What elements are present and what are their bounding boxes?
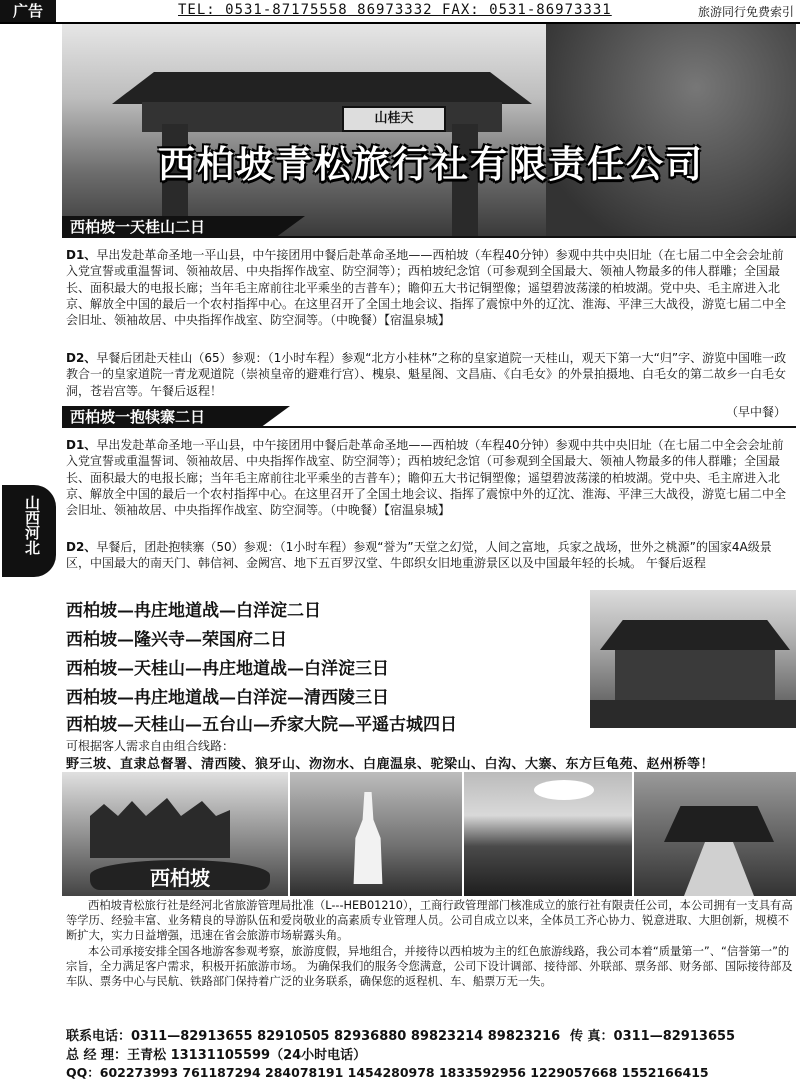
qq-line <box>66 1063 709 1081</box>
gate-roof <box>112 64 532 104</box>
day-text: 早餐后，团赴抱犊寨（50）参观：（1小时车程）参观“誉为”天堂之幻觉，人间之富地，兵家之战场，世外之桃源”的国家4A级景区，中国最大的南天门、韩信祠、金阙宫、地下五百罗汉堂、牛郎织女旧地重游景区以及中国最年轻的长城。 午餐后返程 <box>66 540 772 571</box>
header-contact: TEL: 0531-87175558 86973332 FAX: 0531-86973331 <box>178 2 612 18</box>
qq-label: QQ： <box>66 1065 100 1080</box>
region-label: 山西河北 <box>23 495 41 555</box>
day-text: 早出发赴革命圣地一平山县，中午接团用中餐后赴革命圣地——西柏坡（车程40分钟）参观中共中央旧址（在七届二中全会会址前入党宣誓或重温誓词、领袖故居、中央指挥作战室、防空洞等）；西柏坡纪念馆（可参观到全国最大、领袖人物最多的伟人群雕；全国最长、面积最大的电报长廊；当年毛主席前往北平乘坐的吉普车）；瞻仰五大书记铜塑像；遥望碧波荡漾的柏坡湖。党中央、毛主席进入北京、解放全中国的最后一个农村指挥中心。在这里召开了全国土地会议、指挥了震惊中外的辽沈、淮海、平津三大战役，游览七届二中全会旧址、领袖故居、中央指挥作战室、防空洞等。（中晚餐）【宿温泉城】 <box>66 438 787 518</box>
top-bar <box>0 0 800 24</box>
banner-trees <box>546 24 796 236</box>
stone-steps <box>684 842 754 896</box>
intro-paragraph: 西柏坡青松旅行社是经河北省旅游管理局批准（L---HEB01210），工商行政管理部门核准成立的旅行社有限责任公司，本公司拥有一支具有高等学历、经验丰富、业务精良的导游队伍和爱岗敬业的高素质专业管理人员。公司自成立以来，全体员工齐心协力、锐意进取、大胆创新，规模不断扩大，实力日益增强，迅速在省会旅游市场崭露头角。 <box>66 899 793 943</box>
stone-text: 西柏坡 <box>150 866 210 890</box>
route-item: 西柏坡—隆兴寺—荣国府二日 <box>66 630 287 650</box>
itinerary-1-day2 <box>66 350 791 399</box>
mountain-temple-photo <box>634 772 796 896</box>
itinerary-2-day2 <box>66 539 791 572</box>
lake-photo <box>464 772 632 896</box>
cloud <box>534 780 594 800</box>
route-item: 西柏坡—天桂山—五台山—乔家大院—平遥古城四日 <box>66 715 457 735</box>
intro-paragraph: 本公司承接安排全国各地游客参观考察，旅游度假，异地组合，并接待以西柏坡为主的红色旅游线路，我公司本着“质量第一”、“信誉第一”的宗旨，全力满足客户需求，积极开拓旅游市场。 为确保我们的服务令您满意，公司下设计调部、接待部、外联部、票务部、财务部、国际接待部及车队、票务中心与民航、铁路部门保持着广泛的业务联系，确保您的返程机、车、船票万无一失。 <box>66 944 793 989</box>
fax-number: 0311—82913655 <box>613 1029 736 1044</box>
temple-base <box>590 700 796 728</box>
day-label: D1、 <box>66 248 97 262</box>
meal-note: （早中餐） <box>725 405 786 419</box>
statue-photo <box>62 772 288 896</box>
section-rule-1 <box>62 236 796 238</box>
header-right-text: 旅游同行免费索引 <box>697 5 794 19</box>
day-text: 早餐后团赴天桂山（65）参观：（1小时车程）参观“北方小桂林”之称的皇家道院一天桂山，观天下第一大“归”字、游览中国唯一政教合一的皇家道院一青龙观道院（崇祯皇帝的避难行宫）、槐泉、魁星阁、文昌庙、《白毛女》的外景拍摄地、白毛女的第二故乡一白毛女洞，苍岩宫等。午餐后返程！ <box>66 351 787 398</box>
manager-contact: 王青松 13131105599（24小时电话） <box>127 1048 367 1063</box>
ad-tag: 广告 <box>0 0 56 22</box>
phone-numbers: 0311—82913655 82910505 82936880 89823214 89823216 <box>131 1029 561 1044</box>
temple-roof <box>600 620 790 650</box>
day-label: D1、 <box>66 438 97 452</box>
combo-note: 可根据客人需求自由组合线路： <box>66 739 235 753</box>
phone-label: 联系电话： <box>66 1029 132 1044</box>
manager-line <box>66 1044 366 1063</box>
temple-wall <box>615 650 775 700</box>
manager-label: 总 经 理： <box>66 1048 128 1063</box>
white-pagoda <box>350 792 386 884</box>
day-label: D2、 <box>66 540 97 554</box>
places-list: 野三坡、直隶总督署、清西陵、狼牙山、沕沕水、白鹿温泉、驼梁山、白沟、大寨、东方巨龟苑、赵州桥等！ <box>66 757 715 772</box>
day-text: 早出发赴革命圣地一平山县，中午接团用中餐后赴革命圣地——西柏坡（车程40分钟）参观中共中央旧址（在七届二中全会会址前入党宣誓或重温誓词、领袖故居、中央指挥作战室、防空洞等）；西柏坡纪念馆（可参观到全国最大、领袖人物最多的伟人群雕；全国最长、面积最大的电报长廊；当年毛主席前往北平乘坐的吉普车）；瞻仰五大书记铜塑像；遥望碧波荡漾的柏坡湖。党中央、毛主席进入北京、解放全中国的最后一个农村指挥中心。在这里召开了全国土地会议、指挥了震惊中外的辽沈、淮海、平津三大战役，游览七届二中全会旧址、领袖故居、中央指挥作战室、防空洞等。（中晚餐）【宿温泉城】 <box>66 248 787 328</box>
qq-numbers: 602273993 761187294 284078191 1454280978 1833592956 1229057668 1552166415 <box>99 1065 709 1080</box>
gate-plaque: 山桂天 <box>342 106 446 132</box>
fax-line <box>570 1025 735 1044</box>
stone-inscription <box>90 860 270 890</box>
route-item: 西柏坡—冉庄地道战—白洋淀—清西陵三日 <box>66 688 389 708</box>
itinerary-1-day1 <box>66 247 791 328</box>
day-label: D2、 <box>66 351 97 365</box>
fax-label: 传 真： <box>570 1029 614 1044</box>
company-title: 西柏坡青松旅行社有限责任公司 <box>158 142 704 186</box>
temple-photo <box>590 590 796 728</box>
banner-photo <box>62 24 796 236</box>
route-item: 西柏坡—天桂山—冉庄地道战—白洋淀三日 <box>66 659 389 679</box>
company-intro <box>66 898 794 989</box>
region-side-tab <box>2 485 56 577</box>
gate-beam <box>142 102 502 132</box>
section-heading-2: 西柏坡一抱犊寨二日 <box>62 406 260 428</box>
statue-group <box>90 798 230 858</box>
temple-building <box>664 802 774 842</box>
pagoda-photo <box>290 772 462 896</box>
route-item: 西柏坡—冉庄地道战—白洋淀二日 <box>66 601 321 621</box>
itinerary-2-day1 <box>66 437 791 518</box>
phone-line <box>66 1025 560 1044</box>
section-rule-2 <box>62 426 796 428</box>
section-heading-1: 西柏坡一天桂山二日 <box>62 216 275 238</box>
